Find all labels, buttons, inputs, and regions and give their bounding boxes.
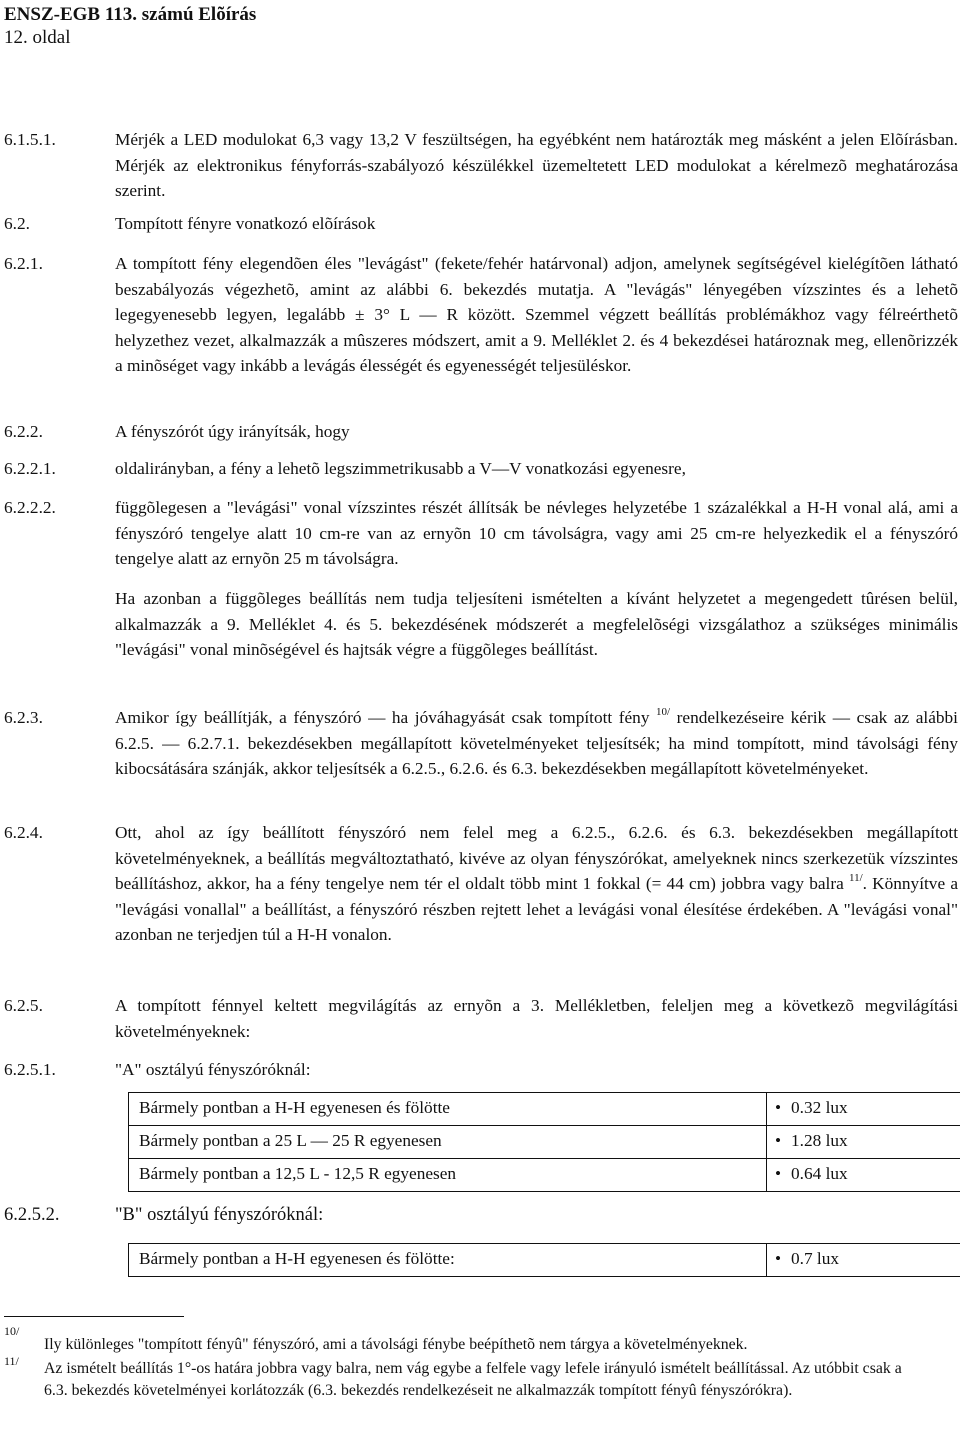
column-divider: [766, 1244, 767, 1276]
section-text: függõlegesen a "levágási" vonal vízszintes részét állítsák be névleges helyzetébe 1 százalékkal a H-H vonal alá, ami a fényszóró tengelye alatt 10 cm-re van az ernyõn 10 cm távolságra, vagy ami 25 cm-re helyezkedik el a fényszóró tengelye alatt az ernyõn 25 m távolságra.: [115, 498, 958, 568]
bullet-icon: •: [775, 1131, 782, 1150]
section-number: 6.2.4.: [4, 823, 43, 842]
section-text: A fényszórót úgy irányítsák, hogy: [115, 422, 350, 441]
table-row: [129, 1126, 960, 1159]
table-row: [129, 1244, 960, 1276]
table-cell-label: Bármely pontban a 25 L — 25 R egyenesen: [139, 1131, 442, 1150]
footnote-mark: 10/: [4, 1324, 20, 1338]
column-divider: [766, 1159, 767, 1191]
bullet-icon: •: [775, 1164, 782, 1183]
column-divider: [766, 1126, 767, 1158]
table-cell-label: Bármely pontban a 12,5 L - 12,5 R egyenesen: [139, 1164, 457, 1183]
section-text: oldalirányban, a fény a lehetõ legszimmetrikusabb a V—V vonatkozási egyenesre,: [115, 459, 686, 478]
section-number: 6.2.2.1.: [4, 459, 56, 478]
section-text: "B" osztályú fényszóróknál:: [115, 1205, 324, 1225]
table-cell-value: 0.32 lux: [791, 1098, 848, 1117]
section-text-part: Ott, ahol az így beállított fényszóró nem felel meg a 6.2.5., 6.2.6. és 6.3. bekezdésekben megállapított követelményeknek, a beállítás megváltoztatható, kivéve az olyan fényszórókat, amelyeknek nincs szerkezetük vízszintes beállításhoz, akkor, ha a fény tengelye nem tér el oldalt több mint 1 fokkal (= 44 cm) jobbra vagy balra: [115, 823, 958, 893]
footnote-text: Ily különleges "tompított fényû" fényszóró, ami a távolsági fénybe beépíthetõ nem tárgya a követelményeknek.: [44, 1336, 748, 1353]
table-cell-value: 0.64 lux: [791, 1164, 848, 1183]
table-row: [129, 1093, 960, 1126]
footnote-text: Az ismételt beállítás 1°-os határa jobbra vagy balra, nem vág egybe a felfele vagy lefele irányuló ismételt beállítással. Az utóbbit csak a 6.3. bekezdés követelményei korlátozzák (6.3. bekezdés rendelkezéseit ne alkalmazzák tompított fényû fényszórókra).: [44, 1360, 902, 1399]
section-text: A tompított fény elegendõen éles "levágást" (fekete/fehér határvonal) adjon, amelynek segítségével kielégítõen látható beszabályozás végezhetõ, amint az alábbi 6. bekezdés mutatja. A "levágás" lényegében vízszintes és a lehetõ legegyenesebb legyen, legalább ± 3° L — R között. Szemmel végzett beállítás problémákhoz vagy félreérthetõ helyzethez vezet, alkalmazzák a mûszeres módszert, amit a 9. Melléklet 2. és 4 bekezdései határoznak meg, ellenõrizzék a minõséget vagy inkább a levágás élességét és egyenességét teljesüléskor.: [115, 254, 958, 375]
section-text-part: Amikor így beállítják, a fényszóró — ha jóváhagyását csak tompított fény: [115, 708, 650, 727]
section-text: [115, 705, 958, 782]
section-number: 6.2.5.1.: [4, 1060, 56, 1079]
section-number: 6.2.2.2.: [4, 498, 56, 517]
page-number: 12. oldal: [4, 27, 71, 48]
section-number: 6.2.1.: [4, 254, 43, 273]
section-text-part: rendelkezéseire kérik — csak az alábbi 6.2.5. — 6.2.7.1. bekezdésekben megállapított követelményeket teljesítsék; ha mind tompított, mind távolsági fény kibocsátására szánják, akkor teljesítsék a 6.2.5., 6.2.6. és 6.3. bekezdésekben megállapított követelményeket.: [115, 708, 958, 778]
section-number: 6.2.: [4, 214, 30, 233]
section-number: 6.2.2.: [4, 422, 43, 441]
section-text: "A" osztályú fényszóróknál:: [115, 1060, 311, 1079]
section-text: Ha azonban a függõleges beállítás nem tudja teljesíteni ismételten a kívánt helyzetet a megengedett tûrésen belül, alkalmazzák a 9. Melléklet 4. és 5. bekezdésének módszerét a megfelelõségi vizsgálathoz a szükséges minimális "levágási" vonal minõségével és hajtsák végre a függõleges beállítást.: [115, 589, 958, 659]
footnote-ref: 11/: [848, 872, 863, 885]
section-text: Mérjék a LED modulokat 6,3 vagy 13,2 V feszültségen, ha egyébként nem határozták meg másként a jelen Elõírásban. Mérjék az elektronikus fényforrás-szabályozó készülékkel üzemeltetett LED modulokat a kérelmezõ meghatározása szerint.: [115, 130, 958, 200]
footnote-mark: 11/: [4, 1354, 19, 1368]
section-number: 6.1.5.1.: [4, 130, 56, 149]
section-text-part: . Könnyítve a "levágási vonallal" a beállítást, a fényszóró részben rejtett lehet a levágási vonal élesítése érdekében. A "levágási vonal" azonban ne terjedjen túl a H-H vonalon.: [115, 874, 958, 944]
footnote-ref: 10/: [656, 706, 671, 719]
column-divider: [766, 1093, 767, 1125]
bullet-icon: •: [775, 1249, 782, 1268]
table-cell-value: 1.28 lux: [791, 1131, 848, 1150]
section-number: 6.2.3.: [4, 708, 43, 727]
section-number: 6.2.5.2.: [4, 1205, 60, 1225]
section-heading: Tompított fényre vonatkozó elõírások: [115, 214, 376, 233]
bullet-icon: •: [775, 1098, 782, 1117]
table-cell-value: 0.7 lux: [791, 1249, 840, 1268]
table-row: [129, 1159, 960, 1191]
document-title: ENSZ-EGB 113. számú Elõírás: [4, 4, 257, 25]
section-number: 6.2.5.: [4, 996, 43, 1015]
section-text: A tompított fénnyel keltett megvilágítás az ernyõn a 3. Mellékletben, feleljen meg a következõ megvilágítási követelményeknek:: [115, 996, 958, 1041]
table-cell-label: Bármely pontban a H-H egyenesen és fölötte: [139, 1098, 450, 1117]
requirements-table-a: [128, 1092, 960, 1192]
table-cell-label: Bármely pontban a H-H egyenesen és fölötte:: [139, 1249, 455, 1268]
footnote-separator: [4, 1316, 184, 1317]
section-text: [115, 820, 958, 948]
requirements-table-b: [128, 1243, 960, 1277]
